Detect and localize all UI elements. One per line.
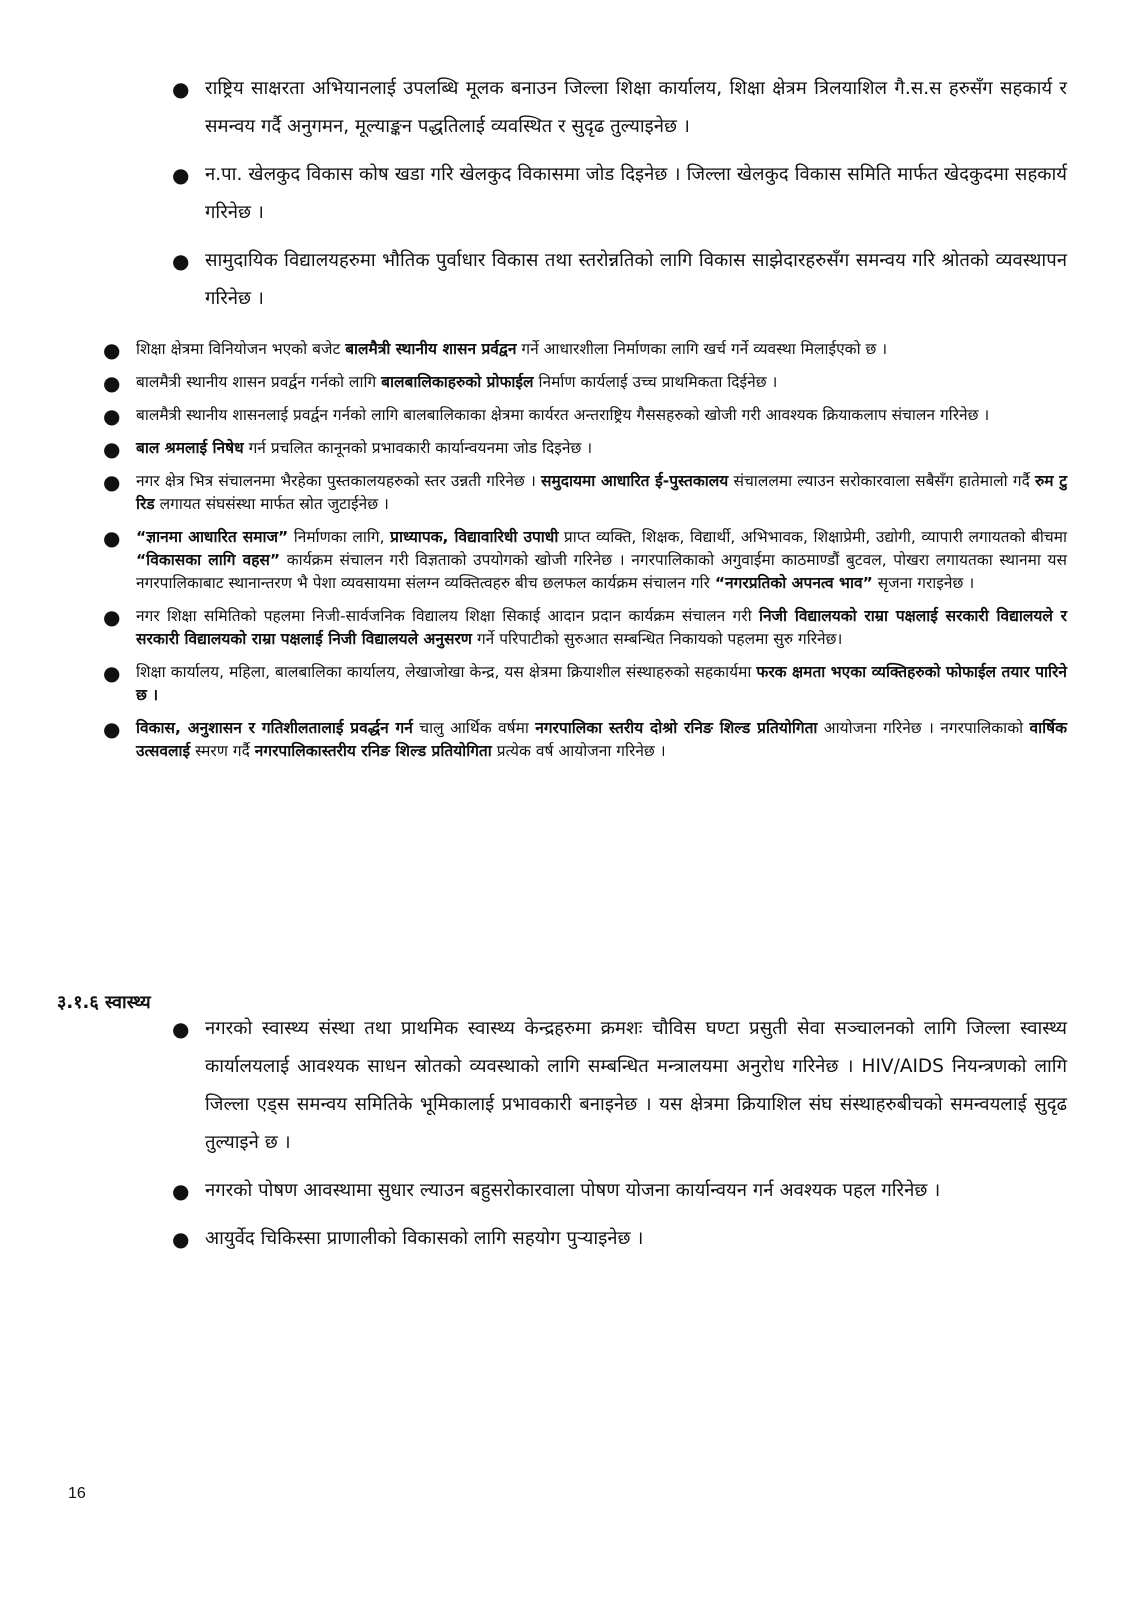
bullet-icon: ● [172, 1017, 190, 1041]
list-item: ● नगरको स्वास्थ्य संस्था तथा प्राथमिक स्वास्थ्य केन्द्रहरुमा क्रमशः चौविस घण्टा प्रसुती सेवा सञ्चालनको लागि जिल्ला स्वास्थ्य कार्यालयलाई आवश्यक साधन स्रोतको व्यवस्थाको लागि सम्बन्धित मन्त्रालयमा अनुरोध गरिनेछ । HIV/AIDS नियन्त्रणको लागि जिल्ला एड्स समन्वय समितिके भूमिकालाई प्रभावकारी बनाइनेछ । यस क्षेत्रमा क्रियाशिल संघ संस्थाहरुबीचको समन्वयलाई सुदृढ तुल्याइने छ । [172, 1017, 1067, 1153]
bullet-icon: ● [103, 605, 121, 629]
list-item: ● आयुर्वेद चिकिस्सा प्राणालीको विकासको लागि सहयोग पुऱ्याइनेछ । [172, 1227, 644, 1251]
section-heading: ३.१.६ स्वास्थ्य [57, 992, 151, 1013]
list-item: ● सामुदायिक विद्यालयहरुमा भौतिक पुर्वाधार विकास तथा स्तरोन्नतिको लागि विकास साझेदारहरुसँग समन्वय गरि श्रोतको व्यवस्थापन गरिनेछ । [172, 249, 1067, 309]
list-item: ● बालमैत्री स्थानीय शासनलाई प्रवर्द्वन गर्नको लागि बालबालिकाका क्षेत्रमा कार्यरत अन्तराष्ट्रिय गैससहरुको खोजी गरी आवश्यक क्रियाकलाप संचालन गरिनेछ । [103, 404, 990, 428]
bullet-icon: ● [103, 717, 121, 741]
main-bullet-list [103, 338, 1067, 773]
list-item: ● नगर शिक्षा समितिको पहलमा निजी-सार्वजनिक विद्यालय शिक्षा सिकाई आदान प्रदान कार्यक्रम संचालन गरी निजी विद्यालयको राम्रा पक्षलाई सरकारी विद्यालयले र सरकारी विद्यालयको राम्रा पक्षलाई निजी विद्यालयले अनुसरण गर्ने परिपाटीको सुरुआत सम्बन्धित निकायको पहलमा सुरु गरिनेछ। [103, 605, 1067, 648]
health-bullet-list [172, 1010, 1067, 1268]
bullet-icon: ● [103, 404, 121, 428]
list-item: ● नगरको पोषण आवस्थामा सुधार ल्याउन बहुसरोकारवाला पोषण योजना कार्यान्वयन गर्न अवश्यक पहल गरिनेछ । [172, 1179, 941, 1203]
bullet-icon: ● [103, 437, 121, 461]
bullet-icon: ● [172, 249, 190, 273]
list-item: ● शिक्षा कार्यालय, महिला, बालबालिका कार्यालय, लेखाजोखा केन्द्र, यस क्षेत्रमा क्रियाशील संस्थाहरुको सहकार्यमा फरक क्षमता भएका व्यक्तिहरुको फोफाईल तयार पारिने छ । [103, 661, 1067, 704]
bullet-icon: ● [172, 1227, 190, 1251]
page-number: 16 [68, 1485, 86, 1502]
bullet-icon: ● [103, 338, 121, 362]
bullet-icon: ● [172, 77, 190, 101]
list-item: ● “ज्ञानमा आधारित समाज” निर्माणका लागि, प्राध्यापक, विद्यावारिधी उपाधी प्राप्त व्यक्ति, शिक्षक, विद्यार्थी, अभिभावक, शिक्षाप्रेमी, उद्योगी, व्यापारी लगायतको बीचमा “विकासका लागि वहस” कार्यक्रम संचालन गरी विज्ञताको उपयोगको खोजी गरिनेछ । नगरपालिकाको अगुवाईमा काठमाण्डौं बुटवल, पोखरा लगायतका स्थानमा यस नगरपालिकाबाट स्थानान्तरण भै पेशा व्यवसायमा संलग्न व्यक्तित्वहरु बीच छलफल कार्यक्रम संचालन गरि “नगरप्रतिको अपनत्व भाव” सृजना गराइनेछ । [103, 526, 1068, 592]
bullet-icon: ● [103, 371, 121, 395]
bullet-icon: ● [103, 470, 121, 494]
bullet-icon: ● [172, 163, 190, 187]
bullet-icon: ● [172, 1179, 190, 1203]
list-item: ● बालमैत्री स्थानीय शासन प्रवर्द्वन गर्नको लागि बालबालिकाहरुको प्रोफाईल निर्माण कार्यलाई उच्च प्राथमिकता दिईनेछ । [103, 371, 778, 395]
list-item: ● न.पा. खेलकुद विकास कोष खडा गरि खेलकुद विकासमा जोड दिइनेछ । जिल्ला खेलकुद विकास समिति मार्फत खेदकुदमा सहकार्य गरिनेछ । [172, 163, 1067, 223]
list-item: ● विकास, अनुशासन र गतिशीलतालाई प्रवर्द्धन गर्न चालु आर्थिक वर्षमा नगरपालिका स्तरीय दोश्रो रनिङ शिल्ड प्रतियोगिता आयोजना गरिनेछ । नगरपालिकाको वार्षिक उत्सवलाई स्मरण गर्दै नगरपालिकास्तरीय रनिङ शिल्ड प्रतियोगिता प्रत्येक वर्ष आयोजना गरिनेछ । [103, 717, 1067, 760]
top-bullet-list [172, 70, 1067, 328]
list-item: ● बाल श्रमलाई निषेध गर्न प्रचलित कानूनको प्रभावकारी कार्यान्वयनमा जोड दिइनेछ । [103, 437, 593, 461]
bullet-icon: ● [103, 661, 121, 685]
list-item: ● नगर क्षेत्र भित्र संचालनमा भैरहेका पुस्तकालयहरुको स्तर उन्नती गरिनेछ । समुदायमा आधारित ई-पुस्तकालय संचाललमा ल्याउन सरोकारवाला सबैसँग हातेमालो गर्दै रुम टु रिड लगायत संघसंस्था मार्फत स्रोत जुटाईनेछ । [103, 470, 1068, 513]
list-item: ● शिक्षा क्षेत्रमा विनियोजन भएको बजेट बालमैत्री स्थानीय शासन प्रर्वद्वन गर्ने आधारशीला निर्माणका लागि खर्च गर्ने व्यवस्था मिलाईएको छ । [103, 338, 888, 362]
bullet-icon: ● [103, 526, 121, 550]
list-item: ● राष्ट्रिय साक्षरता अभियानलाई उपलब्धि मूलक बनाउन जिल्ला शिक्षा कार्यालय, शिक्षा क्षेत्रम त्रिलयाशिल गै.स.स हरुसँग सहकार्य र समन्वय गर्दै अनुगमन, मूल्याङ्कन पद्धतिलाई व्यवस्थित र सुदृढ तुल्याइनेछ । [172, 77, 1067, 137]
